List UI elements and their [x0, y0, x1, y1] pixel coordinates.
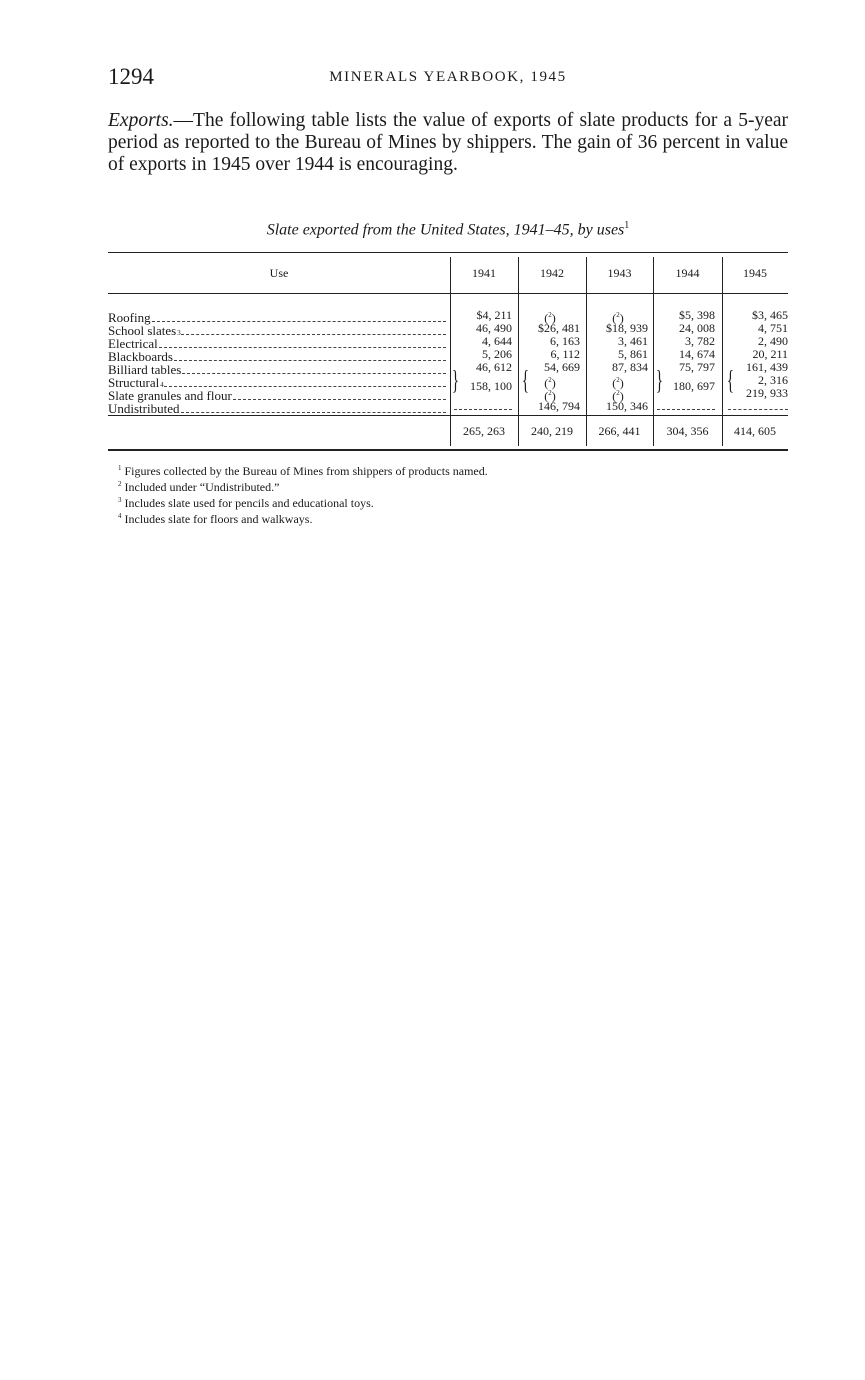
header-rule	[108, 293, 788, 294]
cell-electrical-1943: 3, 461	[618, 334, 648, 348]
cell-billiard-1941: 46, 612	[476, 360, 512, 374]
brace-left: {	[521, 365, 530, 395]
cell-roofing-1943: ($^2$)	[612, 311, 624, 325]
cell-roofing-1944: $5, 398	[679, 308, 715, 322]
year-column-header: 1944	[675, 266, 700, 280]
cell-structural-1942: ($^2$)	[544, 376, 556, 390]
page-number: 1294	[108, 64, 154, 89]
column-divider	[722, 257, 723, 446]
table-top-rule	[108, 252, 788, 253]
use-column-header: Use	[269, 266, 289, 280]
row-label-electrical: Electrical	[108, 337, 446, 350]
total-1942: 240, 219	[531, 424, 573, 438]
intro-lead: Exports.	[108, 110, 174, 131]
cell-electrical-1944: 3, 782	[685, 334, 715, 348]
cell-electrical-1945: 2, 490	[758, 334, 788, 348]
cell-school-slates-1944: 24, 008	[679, 321, 715, 335]
year-column-header: 1942	[540, 266, 564, 280]
page-header	[108, 64, 788, 96]
total-rule	[108, 415, 788, 416]
cell-structural-1943: ($^2$)	[612, 376, 624, 390]
column-divider	[518, 257, 519, 446]
cell-electrical-1941: 4, 644	[482, 334, 512, 348]
footnote: $^3$ Includes slate used for pencils and educational toys.	[118, 496, 374, 510]
cell-roofing-1941: $4, 211	[476, 308, 512, 322]
brace-right: }	[655, 365, 664, 395]
cell-billiard-1944: 75, 797	[679, 360, 715, 374]
table-caption	[108, 220, 788, 239]
cell-undistributed-1942: 146, 794	[538, 399, 580, 413]
dash-leader	[728, 409, 788, 410]
cell-blackboards-1944: 14, 674	[679, 347, 715, 361]
cell-granules-1943: ($^2$)	[612, 389, 624, 403]
row-label-undistributed: Undistributed	[108, 402, 446, 415]
row-label-blackboards: Blackboards	[108, 350, 446, 363]
cell-school-slates-1942: $26, 481	[538, 321, 580, 335]
total-1943: 266, 441	[598, 424, 641, 438]
cell-granules-1945: 219, 933	[746, 386, 788, 400]
year-column-header: 1943	[607, 266, 632, 280]
year-column-header: 1941	[472, 266, 496, 280]
intro-paragraph	[108, 110, 788, 176]
row-label-billiard-tables: Billiard tables	[108, 363, 446, 376]
row-label-slate-granules: Slate granules and flour	[108, 389, 446, 402]
cell-blackboards-1945: 20, 211	[752, 347, 788, 361]
caption-text: Slate exported from the United States, 1941–45, by uses	[266, 221, 625, 239]
row-label-roofing: Roofing	[108, 311, 446, 324]
cell-granules-1942: ($^2$)	[544, 389, 556, 403]
footnotes	[118, 462, 718, 526]
cell-undistributed-1943: 150, 346	[606, 399, 648, 413]
row-label-school-slates: School slates 3	[108, 324, 446, 337]
brace-right: }	[451, 365, 460, 395]
footnote: $^1$ Figures collected by the Bureau of Mines from shippers of products named.	[118, 464, 488, 478]
table-bottom-rule	[108, 449, 788, 451]
cell-blackboards-1941: 5, 206	[482, 347, 512, 361]
cell-combined-1944: 180, 697	[673, 379, 715, 393]
cell-billiard-1942: 54, 669	[544, 360, 580, 374]
year-column-header: 1945	[743, 266, 767, 280]
caption-note: 1	[624, 220, 630, 231]
row-label-structural: Structural 4	[108, 376, 446, 389]
total-1944: 304, 356	[666, 424, 709, 438]
column-divider	[450, 257, 451, 446]
column-divider	[653, 257, 654, 446]
running-head: MINERALS YEARBOOK, 1945	[329, 69, 567, 85]
cell-roofing-1945: $3, 465	[752, 308, 788, 322]
total-1941: 265, 263	[463, 424, 505, 438]
cell-billiard-1945: 161, 439	[746, 360, 788, 374]
column-divider	[586, 257, 587, 446]
dash-leader	[454, 409, 512, 410]
cell-electrical-1942: 6, 163	[550, 334, 580, 348]
cell-blackboards-1943: 5, 861	[618, 347, 648, 361]
intro-text: —The following table lists the value of exports of slate products for a 5-year period as reported to the Bureau of Mines by shippers. The gain of 36 percent in value of exports in 1945 over 1944 is encouraging.	[108, 110, 788, 175]
exports-table	[108, 252, 788, 452]
footnote: $^2$ Included under “Undistributed.”	[118, 480, 280, 494]
footnote: $^4$ Includes slate for floors and walkways.	[118, 512, 313, 526]
cell-roofing-1942: ($^2$)	[544, 311, 556, 325]
cell-combined-1941: 158, 100	[470, 379, 512, 393]
brace-left: {	[726, 365, 735, 395]
total-1945: 414, 605	[734, 424, 776, 438]
cell-school-slates-1945: 4, 751	[758, 321, 788, 335]
cell-school-slates-1941: 46, 490	[476, 321, 512, 335]
cell-structural-1945: 2, 316	[758, 373, 788, 387]
dash-leader	[657, 409, 715, 410]
cell-billiard-1943: 87, 834	[612, 360, 648, 374]
cell-school-slates-1943: $18, 939	[606, 321, 648, 335]
cell-blackboards-1942: 6, 112	[550, 347, 580, 361]
